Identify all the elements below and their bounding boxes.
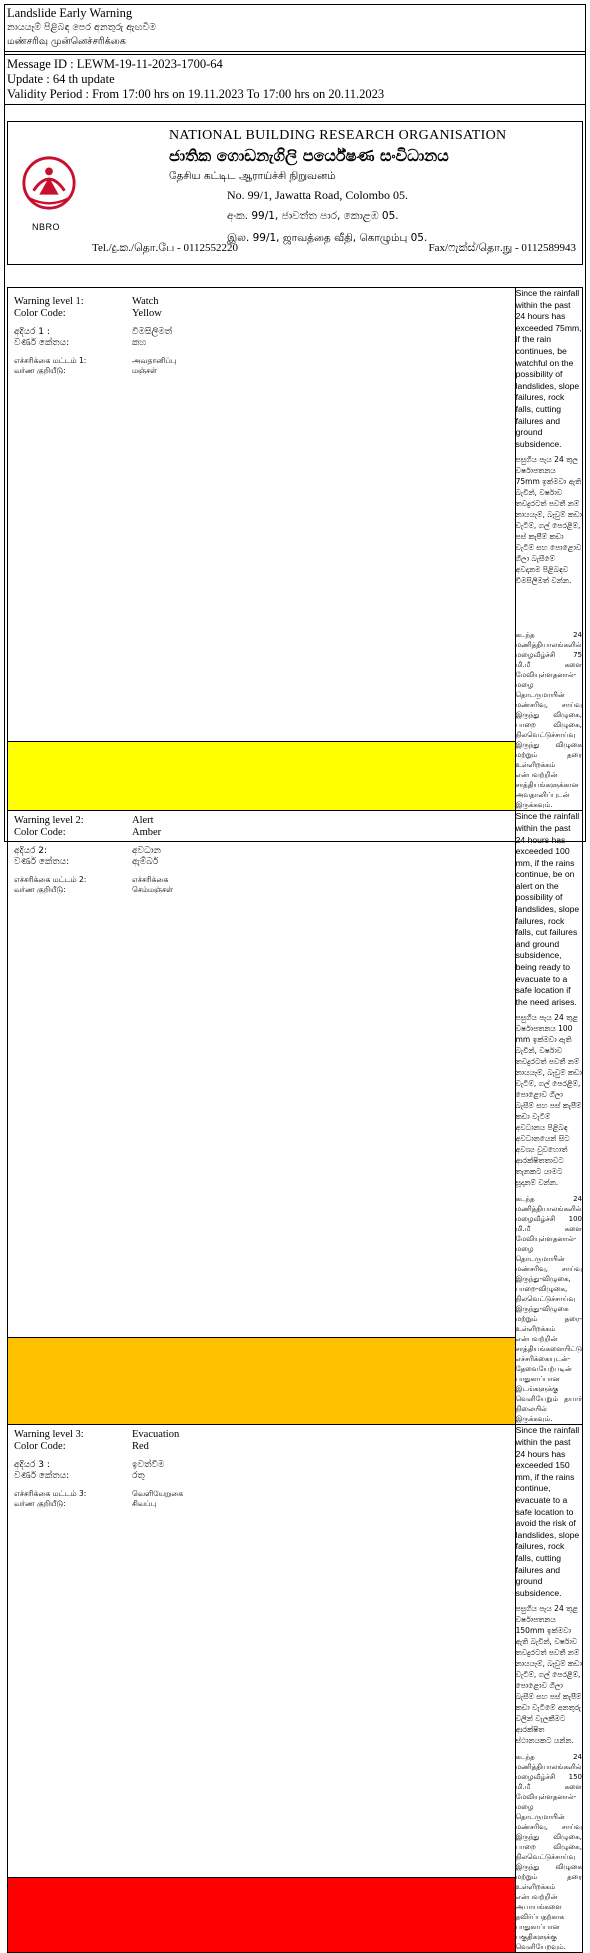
document-title-sinhala: නායයෑම් පිළිබඳ පෙර අනතුරු ඇඟවීම xyxy=(7,22,157,33)
level-label-si: අදියර 3 : xyxy=(14,1460,50,1471)
level-label-en: Warning level 3: xyxy=(14,1429,84,1441)
color-value-si: ඇම්බර් xyxy=(132,857,159,868)
organisation-name-tamil: தேசிய கட்டிட ஆராய்ச்சி நிறுவனம் xyxy=(169,170,336,182)
level-value-ta: அவதானிப்பு xyxy=(132,356,177,365)
level-label-si: අදියර 2: xyxy=(14,846,48,857)
color-label-ta: வர்ண குறியீடு: xyxy=(14,1498,66,1508)
description-tamil: கடந்த 24 மணித்தியாலங்களில் மழைவீழ்ச்சி 75 மி.மீ களை மேவியுள்ளதனால்- மழை தொடருமாயின் மண்சரிவு, சாய்வு இருந்து விழுகை, பாறை விழுகை, நிலவெட்டுச்சாய்வு இருந்து விழுகை மற்றும் தரை உள்ளிறக்கம் என்பவற்றின் சாத்தியங்களுக்கான அவதானிப்புடன் இருக்கவும். xyxy=(515,631,582,810)
color-value-en: Amber xyxy=(132,827,162,839)
level-value-en: Evacuation xyxy=(132,1429,180,1441)
nbro-logo-icon xyxy=(20,154,78,212)
level-label-ta: எச்சரிக்கை மட்டம் 3: xyxy=(14,1489,87,1499)
address-english: No. 99/1, Jawatta Road, Colombo 05. xyxy=(227,188,408,202)
level-value-si: විමසිලිමත් xyxy=(132,327,173,337)
fax-number: Fax/ෆැක්ස්/தொ.நு - 0112589943 xyxy=(428,242,576,254)
organisation-name-english: NATIONAL BUILDING RESEARCH ORGANISATION xyxy=(169,128,507,143)
organisation-letterhead xyxy=(7,121,583,265)
warning-level-row xyxy=(8,811,583,1338)
level-description-cell xyxy=(515,811,582,1425)
level-value-si: අවධාන xyxy=(132,846,161,857)
header-divider-double xyxy=(4,54,586,55)
validity-period: Validity Period : From 17:00 hrs on 19.11.2023 To 17:00 hrs on 20.11.2023 xyxy=(7,87,385,101)
level-value-en: Watch xyxy=(132,296,159,307)
warning-level-row xyxy=(8,288,583,742)
level-label-cell xyxy=(8,1425,516,1878)
message-update: Update : 64 th update xyxy=(7,72,115,86)
description-sinhala: පසුගිය පැය 24 තුළ වර්ෂාපතනය 150mm ඉක්මවා ඇති බැවින්, වර්ෂාව තවදුරටත් පවතී නම් නායයෑම්, බෑවුම් කඩා වැටීම්, ගල් පෙරළීම්, පොළොව ගිලා බැසීම් සහ පස් කැපීම් කඩා වැටීමේ අනතුරු වලින් වැලකීමට ආරක්ෂිත ස්ථානයකට යන්න. xyxy=(515,1604,582,1746)
message-divider xyxy=(4,104,586,105)
description-english: Since the rainfall within the past 24 hours has exceeded 75mm, if the rain continues, be watchful on the possibility of landslides, slope failures, rock falls, cutting failures and ground subsidence. xyxy=(515,288,582,449)
color-label-si: වර්ණ කේතය: xyxy=(14,857,70,868)
description-sinhala: පසුගිය පැය 24 තුල වර්ෂාපතනය 75mm ඉක්මවා ඇති බැවින්, වර්ෂාව තවදුරටත් පවතී නම් නායයෑම්, බෑවුම් කඩා වැටීම්, ගල් පෙරළීම්, පස් කැපීම් කඩා වැටීම් සහ පොළොව ගිලා බැසීමේ අවදානම පිළිබඳව විමසිලිමත් වන්න. xyxy=(515,455,582,586)
color-value-ta: மஞ்சள் xyxy=(132,365,158,375)
level-description-cell xyxy=(515,1425,582,1953)
color-swatch-red xyxy=(8,1878,516,1953)
description-tamil: கடந்த 24 மணித்தியாலங்களில் மழைவீழ்ச்சி 150 மி.மீ களை மேவியுள்ளதனால்- மழை தொடருமாயின் மண்சரிவு, சாய்வு இருந்து விழுகை, பாறை விழுகை, நிலவெட்டுச்சாய்வு இருந்து விழுகை மற்றும் தரை உள்ளிறக்கம் என்பவற்றின் அபாயங்களை தவிர்ப்பதற்காக பாதுகாப்பான பகுதிகளுக்கு வெளியேறவும். xyxy=(515,1753,582,1952)
color-value-ta: செம்மஞ்சள் xyxy=(132,884,174,894)
logo-text: NBRO xyxy=(32,222,61,232)
description-tamil: கடந்த 24 மணித்தியாலங்களில் மழைவீழ்ச்சி 100 மி.மீ களை மேவியுள்ளதனால்- மழை தொடருமாயின் மண்சரிவு, சாய்வு இருந்து-விழுகை, பாறை-விழுகை, நிலவெட்டுச்சாய்வு இருந்து-விழுகை மற்றும் தரை-உள்ளிறக்கம் என்பவற்றின் சாத்தியங்களையிட்டு எச்சரிக்கையுடன்- தேவையேற்படின் பாதுகாப்பான இடங்களுக்கு வெளியேறும் தயார் நிலையில் இருக்கவும். xyxy=(515,1195,583,1424)
color-swatch-yellow xyxy=(8,742,516,811)
level-label-cell xyxy=(8,811,516,1338)
color-value-en: Yellow xyxy=(132,308,162,319)
level-label-ta: எச்சரிக்கை மட்டம் 2: xyxy=(14,875,87,885)
color-value-en: Red xyxy=(132,1441,149,1453)
document-title-tamil: மண்சரிவு முன்னெச்சரிக்கை xyxy=(7,36,126,47)
warning-levels-table xyxy=(7,287,583,1953)
color-label-si: වර්ණ කේතය: xyxy=(14,338,70,348)
color-label-en: Color Code: xyxy=(14,1441,66,1453)
message-id: Message ID : LEWM-19-11-2023-1700-64 xyxy=(7,57,223,71)
description-english: Since the rainfall within the past 24 hours has exceeded 150 mm, if the rains continue, evacuate to a safe location to avoid the risk of landslides, slope failures, rock falls, cutting failures and ground subsidence. xyxy=(515,1425,580,1598)
description-english: Since the rainfall within the past 24 hours has exceeded 100 mm, if the rains continue, be on alert on the possibility of landslides, slope failures, rock falls, cut failures and ground subsidence, being ready to evacuate to a safe location if the need arises. xyxy=(515,811,580,1007)
document-title: Landslide Early Warning xyxy=(7,6,133,20)
level-value-ta: வெளியேறுகை xyxy=(132,1489,184,1499)
color-value-si: රතු xyxy=(132,1471,145,1482)
description-sinhala: පසුගිය පැය 24 තුළ වර්ෂාපතනය 100 mm ඉක්මවා ඇති බැවින්, වර්ෂාව තවදුරටත් පවතී නම් නායයෑම්, බෑවුම් කඩා වැටීම්, ගල් පෙරළීම්, පොළොව ගිලා බැසීම් සහ පස් කැපීම් කඩා වැටීම් අවධානය පිළිබඳ අවධානයෙන් සිට අවශ්‍ය වුවහොත් ආරක්ෂිතතාවට තැනකට යාමට සූදානම් වන්න. xyxy=(515,1013,582,1188)
color-label-ta: வர்ண குறியீடு: xyxy=(14,884,66,894)
address-sinhala: අංක. 99/1, ජාවත්ත පාර, කොළඹ 05. xyxy=(227,210,399,222)
color-label-en: Color Code: xyxy=(14,308,66,319)
level-label-en: Warning level 1: xyxy=(14,296,84,307)
organisation-name-sinhala: ජාතික ගොඩනැගිලි පර්යේෂණ සංවිධානය xyxy=(169,146,449,165)
color-value-ta: சிவப்பு xyxy=(132,1498,157,1508)
color-label-en: Color Code: xyxy=(14,827,66,839)
level-label-ta: எச்சரிக்கை மட்டம் 1: xyxy=(14,356,87,365)
telephone-number: Tel./දු.ක./தொ.பே - 0112552220 xyxy=(92,242,239,254)
level-label-cell xyxy=(8,288,516,742)
warning-level-row xyxy=(8,1425,583,1878)
level-value-en: Alert xyxy=(132,815,154,827)
color-swatch-amber xyxy=(8,1338,516,1425)
color-label-ta: வர்ண குறியீடு: xyxy=(14,365,66,375)
level-label-si: අදියර 1 : xyxy=(14,327,50,337)
level-description-cell xyxy=(515,288,582,811)
header-divider xyxy=(4,51,586,52)
address-tamil: இல. 99/1, ஜாவத்தை வீதி, கொழும்பு 05. xyxy=(227,232,428,244)
level-value-ta: எச்சரிக்கை xyxy=(132,875,169,885)
color-label-si: වර්ණ කේතය: xyxy=(14,1471,70,1482)
color-value-si: කහ xyxy=(132,338,147,348)
level-value-si: ඉවත්වීම xyxy=(132,1460,165,1471)
level-label-en: Warning level 2: xyxy=(14,815,84,827)
